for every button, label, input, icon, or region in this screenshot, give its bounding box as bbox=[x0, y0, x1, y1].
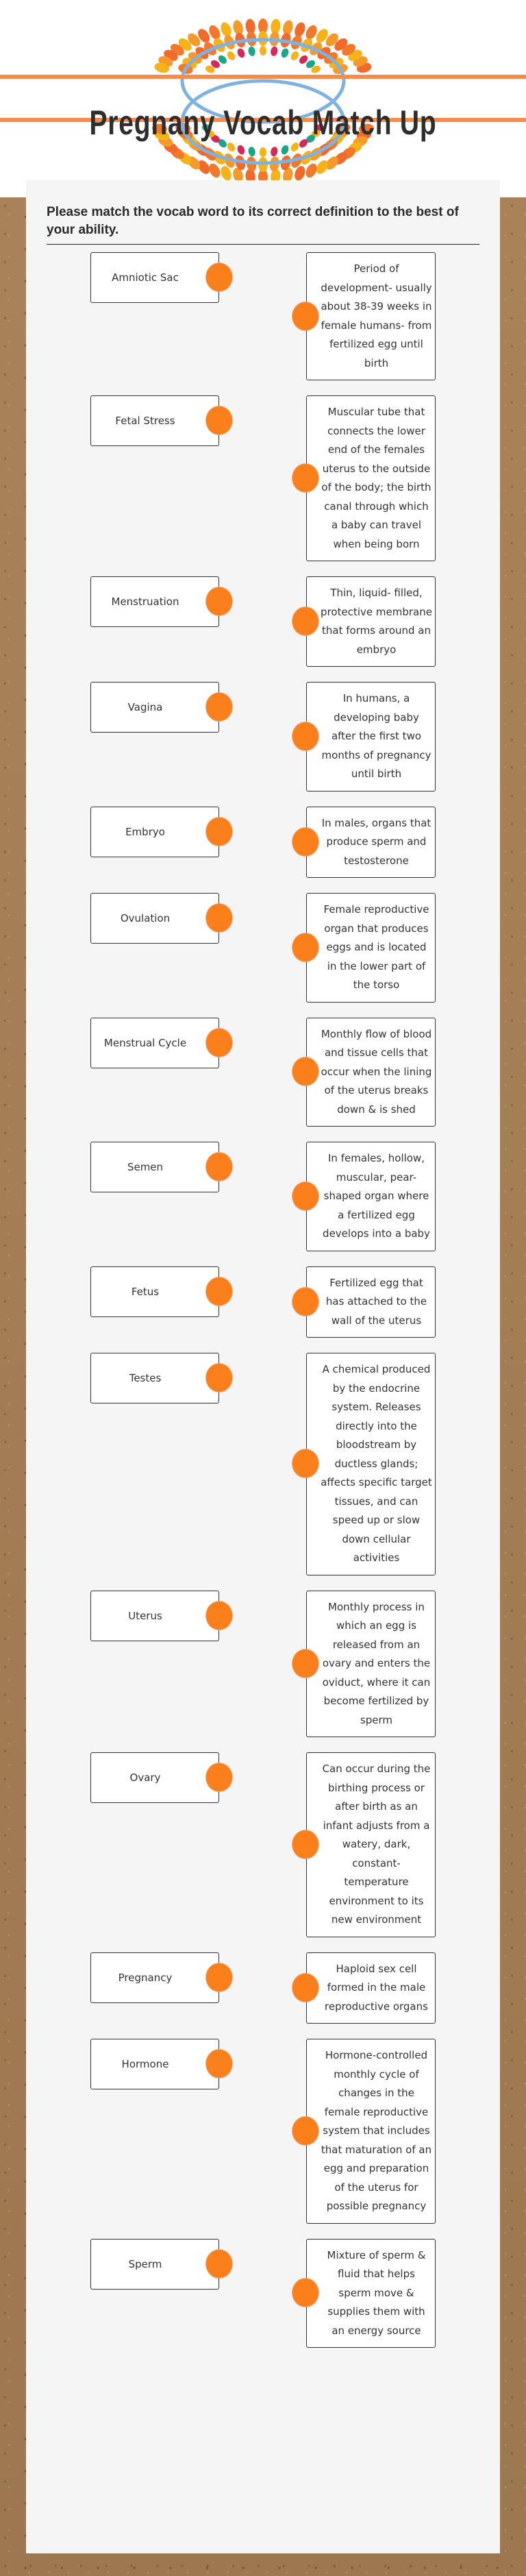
mandala-petal bbox=[260, 46, 266, 56]
mandala-petal bbox=[226, 50, 237, 62]
mandala-petal bbox=[226, 141, 237, 153]
definition-text: A chemical produced by the endocrine system. Releases directly into the bloodstream by ductless glands; affects specific target tissues, and can speed up or slow down cellular activities bbox=[321, 1363, 432, 1564]
definition-card[interactable] bbox=[306, 807, 436, 879]
term-label: Uterus bbox=[128, 1609, 162, 1622]
term-card[interactable] bbox=[90, 893, 219, 944]
match-row bbox=[26, 1952, 500, 2024]
match-row bbox=[26, 1018, 500, 1127]
definition-text: Thin, liquid- filled, protective membrane that forms around an embryo bbox=[321, 587, 432, 656]
definition-text: Mixture of sperm & fluid that helps sperm move & supplies them with an energy source bbox=[327, 2248, 426, 2337]
definition-connector-dot[interactable] bbox=[292, 1057, 319, 1086]
definition-connector-dot[interactable] bbox=[292, 1973, 319, 2002]
mandala-petal bbox=[247, 146, 256, 157]
match-row bbox=[26, 1353, 500, 1575]
definition-text: In females, hollow, muscular, pear-shaped organ where a fertilized egg develops into a baby bbox=[323, 1152, 430, 1240]
definition-card[interactable] bbox=[306, 395, 436, 561]
term-card[interactable] bbox=[90, 2039, 219, 2089]
definition-card[interactable] bbox=[306, 1018, 436, 1127]
divider bbox=[47, 244, 479, 245]
header-banner bbox=[0, 0, 526, 197]
match-pairs-list bbox=[26, 252, 500, 2363]
mandala-petal bbox=[270, 146, 279, 157]
match-activity-card bbox=[26, 180, 500, 2553]
definition-connector-dot[interactable] bbox=[292, 1830, 319, 1859]
term-label: Menstrual Cycle bbox=[103, 1036, 187, 1049]
term-connector-dot[interactable] bbox=[205, 406, 233, 435]
term-label: Embryo bbox=[125, 825, 165, 838]
definition-connector-dot[interactable] bbox=[292, 2116, 319, 2146]
mandala-petal bbox=[280, 47, 290, 59]
definition-connector-dot[interactable] bbox=[292, 606, 319, 636]
term-card[interactable] bbox=[90, 395, 219, 446]
definition-text: In males, organs that produce sperm and testosterone bbox=[321, 816, 431, 867]
term-card[interactable] bbox=[90, 1591, 219, 1641]
definition-text: Haploid sex cell formed in the male reproductive organs bbox=[325, 1962, 428, 2013]
mandala-petal bbox=[270, 46, 279, 57]
term-card[interactable] bbox=[90, 807, 219, 857]
mandala-petal bbox=[289, 141, 300, 153]
term-label: Amniotic Sac bbox=[112, 271, 179, 284]
term-label: Menstruation bbox=[111, 596, 179, 608]
definition-card[interactable] bbox=[306, 2039, 436, 2224]
term-connector-dot[interactable] bbox=[205, 2249, 233, 2279]
term-connector-dot[interactable] bbox=[205, 1277, 233, 1306]
mandala-petal bbox=[247, 46, 256, 57]
definition-connector-dot[interactable] bbox=[292, 463, 319, 493]
match-row bbox=[26, 1142, 500, 1251]
term-connector-dot[interactable] bbox=[205, 1763, 233, 1792]
definition-connector-dot[interactable] bbox=[292, 1449, 319, 1478]
match-row bbox=[26, 395, 500, 561]
definition-card[interactable] bbox=[306, 252, 436, 380]
match-row bbox=[26, 1266, 500, 1338]
instructions-text: Please match the vocab word to its correct definition to the best of your ability. bbox=[47, 205, 459, 237]
term-label: Fetal Stress bbox=[115, 415, 175, 427]
term-card[interactable] bbox=[90, 1752, 219, 1803]
term-card[interactable] bbox=[90, 252, 219, 303]
term-label: Semen bbox=[127, 1161, 164, 1173]
term-label: Vagina bbox=[127, 701, 163, 713]
match-row bbox=[26, 682, 500, 792]
mandala-petal bbox=[260, 147, 266, 157]
term-connector-dot[interactable] bbox=[205, 692, 233, 722]
definition-card[interactable] bbox=[306, 1591, 436, 1738]
definition-text: Fertilized egg that has attached to the wall of the uterus bbox=[325, 1276, 427, 1327]
term-label: Sperm bbox=[128, 2257, 162, 2270]
term-connector-dot[interactable] bbox=[205, 262, 233, 292]
match-row bbox=[26, 2039, 500, 2224]
term-connector-dot[interactable] bbox=[205, 1963, 233, 1992]
mandala-petal bbox=[289, 50, 300, 62]
match-row bbox=[26, 2239, 500, 2348]
mandala-petal bbox=[236, 47, 247, 59]
mandala-petal bbox=[236, 144, 247, 156]
term-connector-dot[interactable] bbox=[205, 817, 233, 846]
term-connector-dot[interactable] bbox=[205, 1152, 233, 1181]
definition-connector-dot[interactable] bbox=[292, 1287, 319, 1316]
definition-card[interactable] bbox=[306, 576, 436, 667]
definition-card[interactable] bbox=[306, 1142, 436, 1251]
definition-card[interactable] bbox=[306, 682, 436, 792]
definition-connector-dot[interactable] bbox=[292, 933, 319, 962]
definition-card[interactable] bbox=[306, 1752, 436, 1937]
match-row bbox=[26, 893, 500, 1003]
term-connector-dot[interactable] bbox=[205, 1363, 233, 1393]
definition-text: Hormone-controlled monthly cycle of changes in the female reproductive system that includes that maturation of an egg and preparation of the uterus for possible pregnancy bbox=[321, 2049, 432, 2212]
term-card[interactable] bbox=[90, 1018, 219, 1068]
term-card[interactable] bbox=[90, 2239, 219, 2290]
definition-connector-dot[interactable] bbox=[292, 2278, 319, 2307]
match-row bbox=[26, 576, 500, 667]
term-card[interactable] bbox=[90, 1353, 219, 1403]
definition-card[interactable] bbox=[306, 893, 436, 1003]
definition-text: Muscular tube that connects the lower end of the females uterus to the outside of the body; the birth canal through which a baby can travel when being born bbox=[321, 406, 431, 550]
definition-card[interactable] bbox=[306, 1952, 436, 2024]
term-card[interactable] bbox=[90, 1266, 219, 1317]
term-card[interactable] bbox=[90, 682, 219, 733]
definition-card[interactable] bbox=[306, 1266, 436, 1338]
term-label: Testes bbox=[129, 1372, 162, 1384]
term-connector-dot[interactable] bbox=[205, 903, 233, 933]
mandala-petal bbox=[280, 144, 290, 156]
definition-text: In humans, a developing baby after the first two months of pregnancy until birth bbox=[321, 692, 431, 780]
term-card[interactable] bbox=[90, 1142, 219, 1192]
match-row bbox=[26, 252, 500, 380]
term-label: Ovary bbox=[129, 1771, 161, 1784]
term-label: Hormone bbox=[121, 2058, 169, 2070]
definition-connector-dot[interactable] bbox=[292, 1649, 319, 1678]
definition-text: Can occur during the birthing process or after birth as an infant adjusts from a watery, dark, constant-temperature environment to its new environment bbox=[322, 1763, 431, 1926]
match-row bbox=[26, 807, 500, 879]
term-label: Ovulation bbox=[120, 912, 171, 924]
orange-divider-line bbox=[0, 75, 526, 79]
definition-text: Period of development- usually about 38-39 weeks in female humans- from fertilized egg until birth bbox=[321, 262, 432, 369]
definition-text: Monthly process in which an egg is released from an ovary and enters the oviduct, where it can become fertilized by sperm bbox=[322, 1600, 431, 1726]
definition-connector-dot[interactable] bbox=[292, 302, 319, 331]
term-connector-dot[interactable] bbox=[205, 587, 233, 616]
definition-card[interactable] bbox=[306, 2239, 436, 2348]
term-label: Fetus bbox=[131, 1285, 160, 1298]
definition-card[interactable] bbox=[306, 1353, 436, 1575]
term-card[interactable] bbox=[90, 576, 219, 627]
term-card[interactable] bbox=[90, 1952, 219, 2003]
term-connector-dot[interactable] bbox=[205, 1028, 233, 1057]
mandala-decoration bbox=[0, 0, 526, 197]
definition-text: Female reproductive organ that produces eggs and is located in the lower part of the torso bbox=[323, 903, 429, 991]
definition-connector-dot[interactable] bbox=[292, 722, 319, 751]
match-row bbox=[26, 1752, 500, 1937]
definition-connector-dot[interactable] bbox=[292, 1181, 319, 1211]
term-label: Pregnancy bbox=[118, 1971, 173, 1984]
page-title: Pregnany Vocab Match Up bbox=[89, 103, 437, 142]
definition-connector-dot[interactable] bbox=[292, 827, 319, 857]
match-row bbox=[26, 1591, 500, 1738]
term-connector-dot[interactable] bbox=[205, 1601, 233, 1630]
term-connector-dot[interactable] bbox=[205, 2049, 233, 2078]
definition-text: Monthly flow of blood and tissue cells that occur when the lining of the uterus breaks down & is shed bbox=[321, 1027, 432, 1116]
